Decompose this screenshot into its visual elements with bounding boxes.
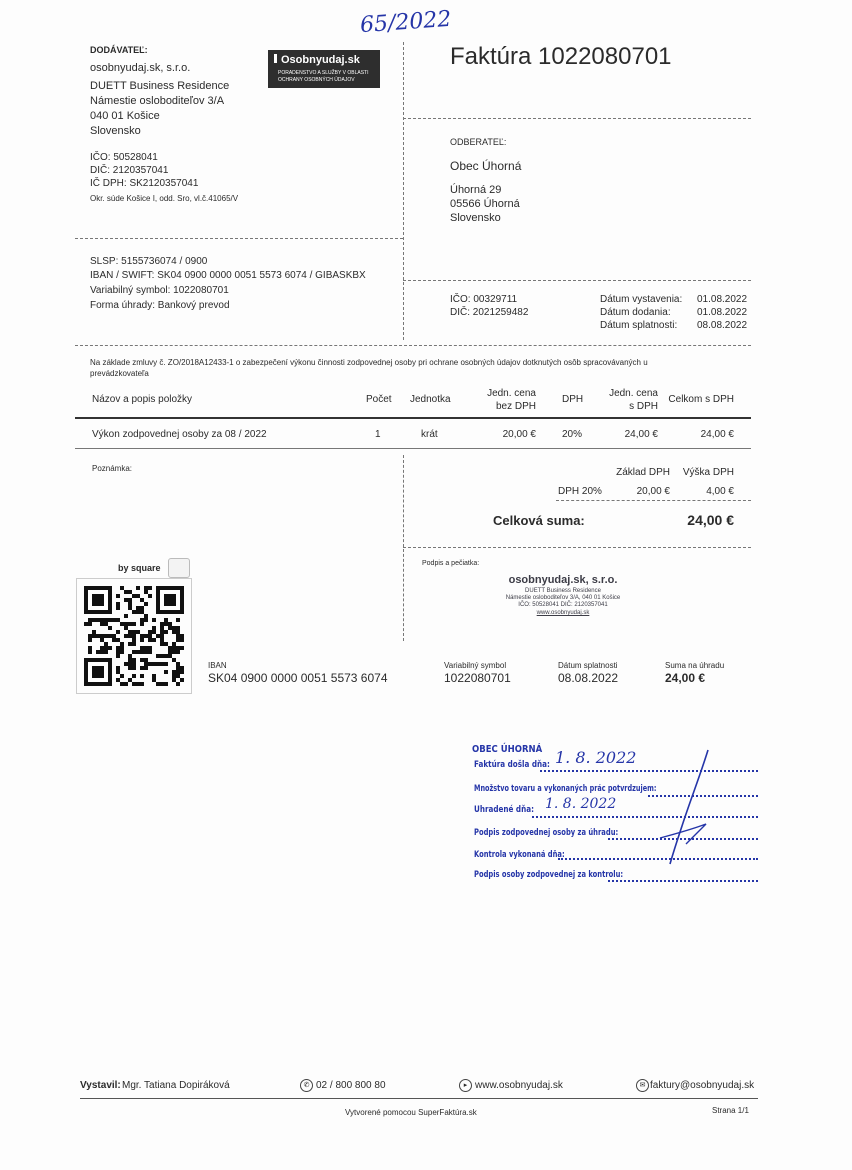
phone-icon: ✆ (300, 1079, 313, 1092)
supplier-dic: DIČ: 2120357041 (90, 165, 169, 176)
item-price: 20,00 € (502, 429, 536, 440)
web-icon: ▸ (459, 1079, 472, 1092)
due-date: 08.08.2022 (697, 320, 748, 331)
check-date-label: Kontrola vykonaná dňa: (474, 850, 565, 860)
handwritten-number: 65/2022 (359, 6, 453, 39)
divider-header (75, 345, 751, 346)
qr-vs-label: Variabilný symbol (444, 661, 507, 670)
variable-symbol: Variabilný symbol: 1022080701 (90, 285, 229, 296)
company-logo (268, 50, 380, 88)
item-total: 24,00 € (700, 429, 734, 440)
qr-iban: SK04 0900 0000 0051 5573 6074 (208, 671, 388, 685)
supplier-heading: DODÁVATEĽ: (90, 45, 148, 55)
customer-country: Slovensko (450, 212, 501, 224)
issued-date: 01.08.2022 (697, 294, 748, 305)
logo-tagline-2: OCHRANY OSOBNÝCH ÚDAJOV (278, 77, 355, 83)
col-header-price-1: Jedn. cena (487, 388, 536, 399)
col-header-name: Názov a popis položky (92, 394, 193, 405)
qr-sum-label: Suma na úhradu (665, 661, 725, 670)
footer-page: Strana 1/1 (712, 1106, 749, 1115)
total-value: 24,00 € (687, 512, 734, 528)
vat-base-header: Základ DPH (616, 467, 670, 478)
stamp-name: osobnyudaj.sk, s.r.o. (508, 574, 618, 586)
col-header-unit: Jednotka (410, 394, 451, 405)
col-header-vat: DPH (562, 394, 584, 405)
item-vat: 20% (562, 429, 583, 440)
qr-iban-label: IBAN (208, 661, 227, 670)
stamp-line-4: www.osobnyudaj.sk (536, 610, 590, 616)
signature-label: Podpis a pečiatka: (422, 560, 480, 567)
vat-amount-header: Výška DPH (682, 467, 734, 478)
divider-title (403, 118, 751, 119)
item-qty: 1 (375, 429, 381, 440)
supplier-address-3: 040 01 Košice (90, 110, 160, 122)
vat-summary-rule (556, 500, 751, 501)
item-unit: krát (421, 429, 438, 440)
issued-by-label: Vystavil: (80, 1080, 121, 1091)
qr-code-icon (84, 586, 184, 686)
customer-heading: ODBERATEĽ: (450, 137, 507, 147)
issued-by: Mgr. Tatiana Dopiráková (122, 1080, 230, 1091)
divider-signature (403, 547, 751, 548)
contract-note-2: prevádzkovateľa (90, 369, 149, 378)
qr-due-label: Dátum splatnosti (558, 661, 618, 670)
email-icon: ✉ (636, 1079, 649, 1092)
iban-swift: IBAN / SWIFT: SK04 0900 0000 0051 5573 6074 / GIBASKBX (90, 270, 366, 281)
qr-due: 08.08.2022 (558, 671, 619, 685)
supplier-name: osobnyudaj.sk, s.r.o. (90, 62, 191, 74)
company-stamp (488, 570, 648, 630)
due-date-label: Dátum splatnosti: (600, 320, 678, 331)
supplier-ico: IČO: 50528041 (90, 152, 158, 163)
stamp-line-1: DUETT Business Residence (525, 588, 601, 594)
received-date-handwritten: 1. 8. 2022 (555, 748, 637, 767)
footer-phone[interactable]: 02 / 800 800 80 (316, 1080, 386, 1091)
stamp-line-2: Námestie osloboditeľov 3/A, 040 01 Košice (505, 595, 621, 601)
divider-customer (403, 280, 751, 281)
customer-dic: DIČ: 2021259482 (450, 307, 529, 318)
payment-signature-label: Podpis zodpovednej osoby za úhradu: (474, 828, 619, 838)
by-square-icon (168, 558, 190, 578)
qr-vs: 1022080701 (444, 671, 511, 685)
vat-base: 20,00 € (636, 486, 670, 497)
footer-created-with: Vytvorené pomocou SuperFaktúra.sk (345, 1108, 477, 1117)
supplier-address-1: DUETT Business Residence (90, 80, 230, 92)
check-signature-line (608, 880, 758, 882)
item-name: Výkon zodpovednej osoby za 08 / 2022 (92, 429, 267, 440)
contract-note: Na základe zmluvy č. ZO/2018A12433-1 o zabezpečení výkonu činnosti zodpovednej osoby pri ochrane osobných údajov dotknutých osôb spracovávaných u (90, 358, 648, 367)
received-date-label: Faktúra došla dňa: (474, 760, 550, 770)
col-header-price-2: bez DPH (495, 401, 536, 412)
bank-account: SLSP: 5155736074 / 0900 (90, 256, 208, 267)
col-header-pricevat-2: s DPH (629, 401, 658, 412)
invoice-title: Faktúra 1022080701 (450, 43, 672, 70)
goods-confirm-label: Množstvo tovaru a vykonaných prác potvrdzujem: (474, 784, 657, 794)
qr-sum: 24,00 € (665, 671, 706, 685)
payment-method: Forma úhrady: Bankový prevod (90, 300, 230, 311)
vat-rate: DPH 20% (558, 486, 602, 497)
supplier-address-2: Námestie osloboditeľov 3/A (90, 95, 225, 107)
divider-vertical-top (403, 42, 404, 340)
col-header-qty: Počet (366, 394, 392, 405)
customer-ico: IČO: 00329711 (450, 294, 518, 305)
by-square-label: by square (118, 563, 161, 573)
table-header-rule (75, 417, 751, 419)
delivery-date: 01.08.2022 (697, 307, 748, 318)
table-row-rule (75, 448, 751, 449)
divider-vertical-bottom (403, 455, 404, 641)
footer-web[interactable]: www.osobnyudaj.sk (475, 1080, 563, 1091)
note-label: Poznámka: (92, 464, 133, 473)
logo-tagline-1: PORADENSTVO A SLUŽBY V OBLASTI (278, 70, 369, 76)
col-header-pricevat-1: Jedn. cena (609, 388, 658, 399)
paid-date-label: Uhradené dňa: (474, 805, 534, 815)
stamp-line-3: IČO: 50528041 DIČ: 2120357041 (518, 602, 608, 608)
paid-date-handwritten: 1. 8. 2022 (545, 796, 617, 812)
customer-address-2: 05566 Úhorná (450, 198, 520, 210)
total-label: Celková suma: (493, 513, 585, 528)
item-price-vat: 24,00 € (624, 429, 658, 440)
customer-address-1: Úhorná 29 (450, 184, 502, 196)
received-stamp (470, 740, 760, 890)
logo-mark-icon (274, 54, 277, 63)
vat-amount: 4,00 € (706, 486, 734, 497)
check-signature-label: Podpis osoby zodpovednej za kontrolu: (474, 870, 624, 880)
divider-payment (75, 238, 403, 239)
supplier-court: Okr. súde Košice I, odd. Sro, vl.č.41065/V (90, 194, 239, 203)
handwritten-signature-icon (620, 746, 720, 876)
received-stamp-title: OBEC ÚHORNÁ (472, 744, 543, 755)
col-header-total: Celkom s DPH (668, 394, 734, 405)
supplier-icdph: IČ DPH: SK2120357041 (90, 178, 199, 189)
issued-date-label: Dátum vystavenia: (600, 294, 683, 305)
logo-name: Osobnyudaj.sk (274, 54, 360, 66)
delivery-date-label: Dátum dodania: (600, 307, 671, 318)
supplier-country: Slovensko (90, 125, 141, 137)
customer-name: Obec Úhorná (450, 159, 522, 173)
payment-qr-frame (76, 578, 192, 694)
footer-rule (80, 1098, 758, 1099)
footer-email[interactable]: faktury@osobnyudaj.sk (650, 1080, 755, 1091)
